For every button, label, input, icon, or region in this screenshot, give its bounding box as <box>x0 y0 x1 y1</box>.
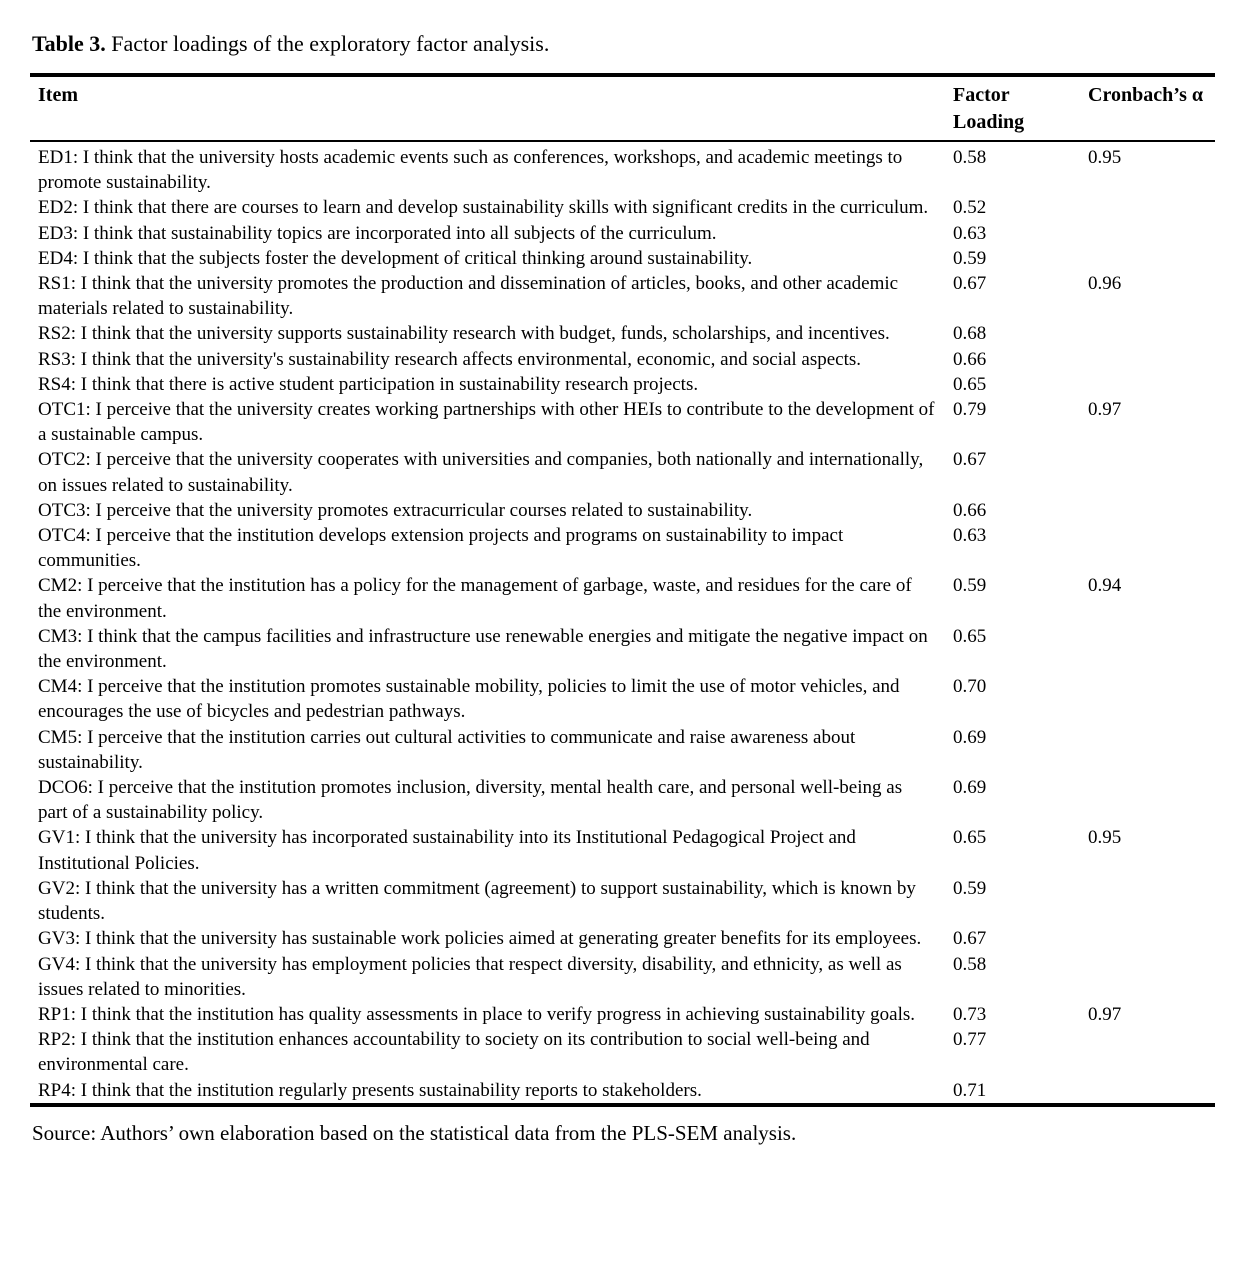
table-body <box>30 141 1215 1105</box>
header-row <box>30 75 1215 141</box>
item-cell: RS3: I think that the university's sustainability research affects environmental, economic, and social aspects. <box>38 348 862 370</box>
table-row <box>30 1002 1215 1027</box>
alpha-cell <box>1080 246 1215 271</box>
loading-cell: 0.67 <box>953 928 987 950</box>
alpha-cell <box>1080 1027 1215 1077</box>
item-cell: ED1: I think that the university hosts academic events such as conferences, workshops, and academic meetings to promote sustainability. <box>38 147 903 194</box>
header-factor-loading: Factor Loading <box>945 75 1080 141</box>
table-row <box>30 876 1215 926</box>
alpha-cell <box>1080 372 1215 397</box>
loading-cell: 0.65 <box>953 373 987 395</box>
table-row <box>30 523 1215 573</box>
alpha-cell <box>1080 195 1215 220</box>
item-cell: CM4: I perceive that the institution promotes sustainable mobility, policies to limit the use of motor vehicles, and encourages the use of bicycles and pedestrian pathways. <box>38 676 900 723</box>
factor-loadings-table <box>30 73 1215 1107</box>
alpha-cell <box>1080 221 1215 246</box>
item-cell: CM2: I perceive that the institution has a policy for the management of garbage, waste, and residues for the care of the environment. <box>38 575 912 622</box>
alpha-cell: 0.97 <box>1088 1003 1122 1025</box>
table-row <box>30 926 1215 951</box>
table-row <box>30 725 1215 775</box>
loading-cell: 0.73 <box>953 1003 987 1025</box>
table-row <box>30 624 1215 674</box>
loading-cell: 0.63 <box>953 525 987 547</box>
loading-cell: 0.59 <box>953 575 987 597</box>
table-row <box>30 347 1215 372</box>
loading-cell: 0.66 <box>953 348 987 370</box>
loading-cell: 0.77 <box>953 1029 987 1051</box>
alpha-cell <box>1080 1078 1215 1105</box>
alpha-cell: 0.96 <box>1088 273 1122 295</box>
item-cell: OTC2: I perceive that the university cooperates with universities and companies, both nationally and internationally, on issues related to sustainability. <box>38 449 924 496</box>
table-header <box>30 75 1215 141</box>
item-cell: GV4: I think that the university has employment policies that respect diversity, disability, and ethnicity, as well as issues related to minorities. <box>38 953 902 1000</box>
table-row <box>30 397 1215 447</box>
item-cell: ED4: I think that the subjects foster the development of critical thinking around sustainability. <box>38 247 753 269</box>
table-row <box>30 498 1215 523</box>
table-row <box>30 271 1215 321</box>
loading-cell: 0.65 <box>953 625 987 647</box>
alpha-cell: 0.95 <box>1088 827 1122 849</box>
alpha-cell <box>1080 775 1215 825</box>
loading-cell: 0.65 <box>953 827 987 849</box>
table-row <box>30 246 1215 271</box>
table-row <box>30 952 1215 1002</box>
alpha-cell: 0.94 <box>1088 575 1122 597</box>
table-row <box>30 221 1215 246</box>
loading-cell: 0.63 <box>953 222 987 244</box>
item-cell: DCO6: I perceive that the institution promotes inclusion, diversity, mental health care, and personal well-being as part of a sustainability policy. <box>38 777 903 824</box>
alpha-cell <box>1080 952 1215 1002</box>
item-cell: ED3: I think that sustainability topics are incorporated into all subjects of the curriculum. <box>38 222 717 244</box>
item-cell: CM5: I perceive that the institution carries out cultural activities to communicate and raise awareness about sustainability. <box>38 726 856 773</box>
table-row <box>30 674 1215 724</box>
alpha-cell <box>1080 624 1215 674</box>
table-row <box>30 1027 1215 1077</box>
item-cell: OTC3: I perceive that the university promotes extracurricular courses related to sustainability. <box>38 499 753 521</box>
loading-cell: 0.67 <box>953 273 987 295</box>
alpha-cell <box>1080 321 1215 346</box>
item-cell: OTC4: I perceive that the institution develops extension projects and programs on sustainability to impact communities. <box>38 525 844 572</box>
alpha-cell <box>1080 498 1215 523</box>
loading-cell: 0.66 <box>953 499 987 521</box>
header-cronbachs-alpha: Cronbach’s α <box>1080 75 1215 141</box>
item-cell: CM3: I think that the campus facilities and infrastructure use renewable energies and mitigate the negative impact on the environment. <box>38 625 928 673</box>
alpha-cell <box>1080 523 1215 573</box>
alpha-cell <box>1080 347 1215 372</box>
table-row <box>30 775 1215 825</box>
alpha-cell <box>1080 447 1215 497</box>
table-row <box>30 447 1215 497</box>
alpha-cell: 0.95 <box>1088 147 1122 168</box>
loading-cell: 0.52 <box>953 197 987 219</box>
loading-cell: 0.67 <box>953 449 987 471</box>
table-row <box>30 573 1215 623</box>
loading-cell: 0.69 <box>953 777 987 799</box>
item-cell: RP2: I think that the institution enhances accountability to society on its contribution to social well-being and environmental care. <box>38 1029 870 1076</box>
item-cell: GV3: I think that the university has sustainable work policies aimed at generating greater benefits for its employees. <box>38 928 922 950</box>
item-cell: RS2: I think that the university supports sustainability research with budget, funds, scholarships, and incentives. <box>38 323 890 345</box>
alpha-cell <box>1080 674 1215 724</box>
loading-cell: 0.58 <box>953 147 987 168</box>
item-cell: GV1: I think that the university has incorporated sustainability into its Institutional Pedagogical Project and Institutional Policies. <box>38 827 856 874</box>
table-caption-text: Factor loadings of the exploratory factor analysis. <box>111 31 550 56</box>
table-row <box>30 195 1215 220</box>
loading-cell: 0.59 <box>953 247 987 269</box>
alpha-cell <box>1080 725 1215 775</box>
item-cell: GV2: I think that the university has a written commitment (agreement) to support sustainability, which is known by students. <box>38 877 916 925</box>
item-cell: ED2: I think that there are courses to learn and develop sustainability skills with significant credits in the curriculum. <box>38 197 929 219</box>
table-row <box>30 372 1215 397</box>
loading-cell: 0.58 <box>953 953 987 975</box>
table-row <box>30 321 1215 346</box>
loading-cell: 0.69 <box>953 726 987 748</box>
table-row <box>30 1078 1215 1105</box>
loading-cell: 0.70 <box>953 676 987 698</box>
item-cell: OTC1: I perceive that the university creates working partnerships with other HEIs to contribute to the development of a sustainable campus. <box>38 399 935 446</box>
item-cell: RS4: I think that there is active student participation in sustainability research projects. <box>38 373 699 395</box>
item-cell: RP4: I think that the institution regularly presents sustainability reports to stakeholders. <box>38 1079 702 1101</box>
source-note: Source: Authors’ own elaboration based on the statistical data from the PLS-SEM analysis. <box>32 1120 797 1145</box>
loading-cell: 0.71 <box>953 1079 987 1101</box>
loading-cell: 0.79 <box>953 399 987 421</box>
item-cell: RS1: I think that the university promotes the production and dissemination of articles, books, and other academic materials related to sustainability. <box>38 273 899 320</box>
table-caption-label: Table 3. <box>32 31 106 56</box>
alpha-cell <box>1080 876 1215 926</box>
loading-cell: 0.59 <box>953 877 987 899</box>
table-row <box>30 141 1215 195</box>
table-caption <box>32 30 1215 58</box>
item-cell: RP1: I think that the institution has quality assessments in place to verify progress in achieving sustainability goals. <box>38 1003 916 1025</box>
table-row <box>30 825 1215 875</box>
loading-cell: 0.68 <box>953 323 987 345</box>
header-item: Item <box>30 75 945 141</box>
alpha-cell: 0.97 <box>1088 399 1122 421</box>
alpha-cell <box>1080 926 1215 951</box>
